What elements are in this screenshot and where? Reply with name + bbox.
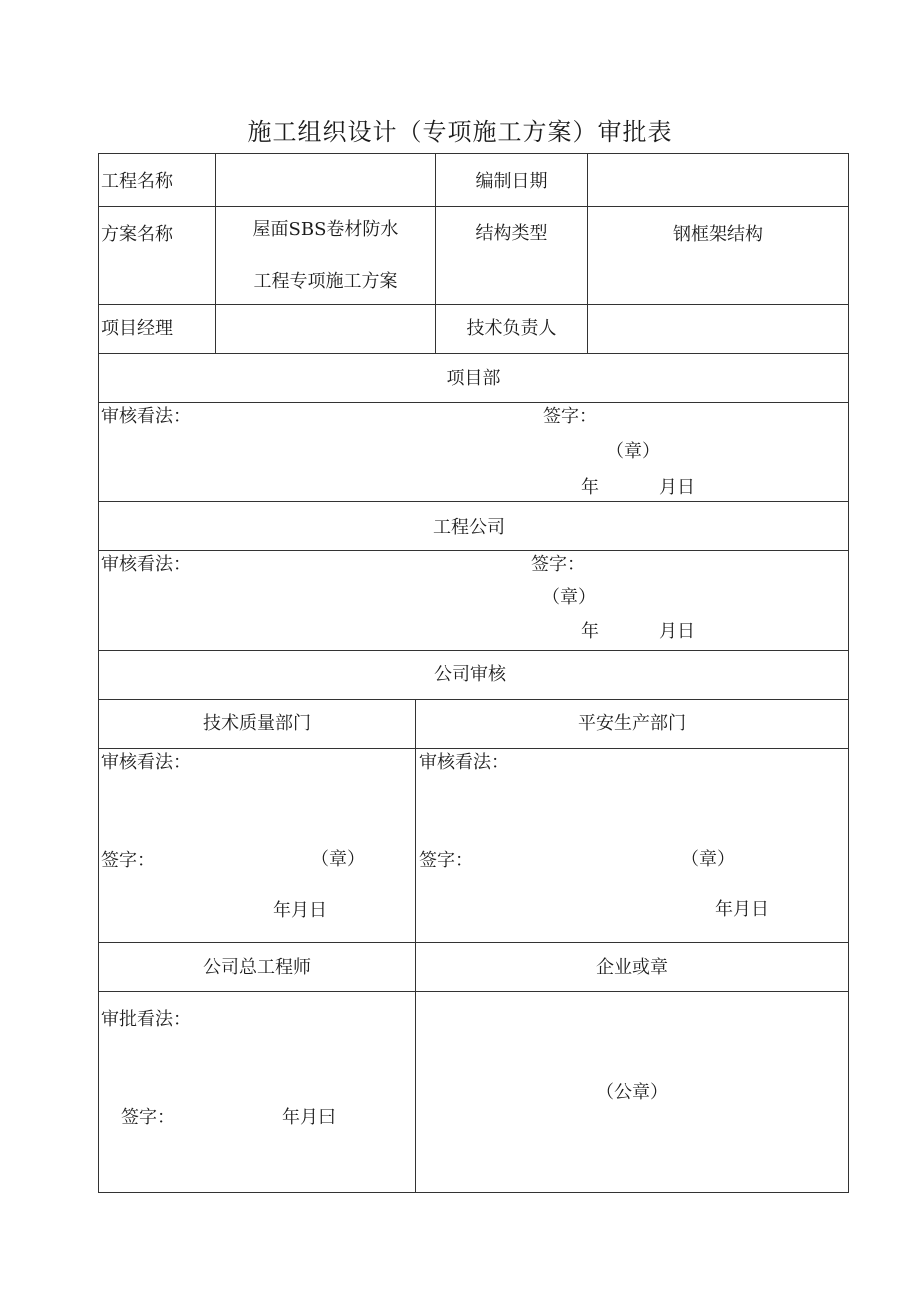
chief-engineer-header: 公司总工程师 xyxy=(203,957,311,978)
engineering-company-seal: （章） xyxy=(542,587,596,608)
structure-type-label: 结构类型 xyxy=(475,223,548,244)
form-title: 施工组织设计（专项施工方案）审批表 xyxy=(247,118,673,146)
project-dept-review-label: 审核看法： xyxy=(101,406,191,427)
tech-lead-label: 技术负责人 xyxy=(466,318,557,339)
engineering-company-year: 年 xyxy=(581,621,599,642)
safety-date: 年月日 xyxy=(715,899,769,920)
engineering-company-sign-label: 签字： xyxy=(531,554,585,575)
tech-quality-header: 技术质量部门 xyxy=(203,713,311,734)
row-divider xyxy=(99,991,848,992)
col-divider xyxy=(587,154,588,353)
compile-date-label: 编制日期 xyxy=(475,171,548,192)
tech-quality-review-label: 审核看法： xyxy=(101,752,191,773)
row-divider xyxy=(99,699,848,700)
chief-engineer-date: 年月曰 xyxy=(282,1107,336,1128)
plan-name-value-line1: 屋面SBS卷材防水 xyxy=(252,219,399,240)
safety-header: 平安生产部门 xyxy=(578,713,686,734)
chief-engineer-approve-label: 审批看法： xyxy=(101,1009,191,1030)
project-dept-seal: （章） xyxy=(606,441,660,462)
row-divider xyxy=(99,304,848,305)
project-manager-label: 项目经理 xyxy=(101,318,173,339)
col-divider xyxy=(415,699,416,1192)
tech-quality-seal: （章） xyxy=(311,849,365,870)
col-divider xyxy=(215,154,216,353)
tech-quality-date: 年月日 xyxy=(273,900,327,921)
chief-engineer-sign-label: 签字： xyxy=(121,1107,175,1128)
plan-name-label: 方案名称 xyxy=(101,224,173,245)
tech-quality-sign-label: 签字： xyxy=(101,850,155,871)
row-divider xyxy=(99,650,848,651)
structure-type-value: 钢框架结构 xyxy=(673,224,763,245)
row-divider xyxy=(99,402,848,403)
row-divider xyxy=(99,550,848,551)
safety-review-label: 审核看法： xyxy=(419,752,509,773)
project-dept-year: 年 xyxy=(581,477,599,498)
engineering-company-header: 工程公司 xyxy=(433,517,505,538)
row-divider xyxy=(99,501,848,502)
plan-name-value-line2: 工程专项施工方案 xyxy=(253,271,398,292)
row-divider xyxy=(99,206,848,207)
project-name-label: 工程名称 xyxy=(101,171,173,192)
engineering-company-month-day: 月日 xyxy=(659,621,695,642)
official-seal: （公章） xyxy=(596,1082,668,1103)
row-divider xyxy=(99,353,848,354)
project-dept-month-day: 月日 xyxy=(659,477,695,498)
safety-seal: （章） xyxy=(681,849,735,870)
enterprise-seal-header: 企业或章 xyxy=(596,957,668,978)
company-review-header: 公司审核 xyxy=(434,664,506,685)
safety-sign-label: 签字： xyxy=(419,850,473,871)
row-divider xyxy=(99,748,848,749)
row-divider xyxy=(99,942,848,943)
engineering-company-review-label: 审核看法： xyxy=(101,554,191,575)
project-dept-sign-label: 签字： xyxy=(543,406,597,427)
project-dept-header: 项目部 xyxy=(446,368,501,389)
approval-form xyxy=(98,153,849,1193)
